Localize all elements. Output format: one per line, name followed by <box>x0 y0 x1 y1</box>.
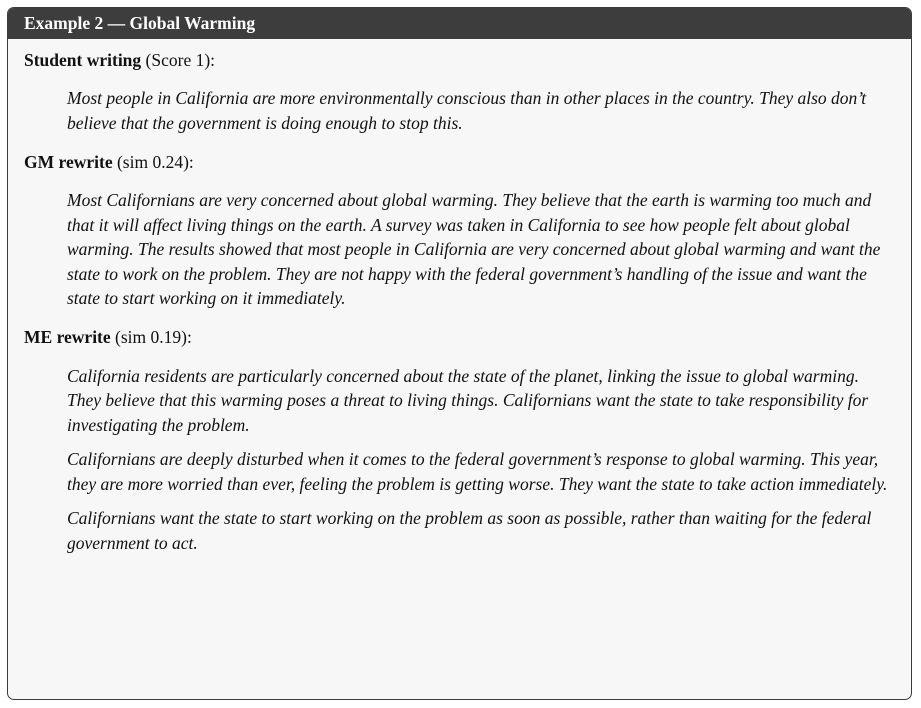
example-box <box>7 7 912 700</box>
me-rewrite-paragraph-2: Californians are deeply disturbed when it comes to the federal government’s response to global warming. This year, they are more worried than ever, feeling the problem is getting worse. They want the state to take action immediately. <box>67 449 888 494</box>
student-writing-score: (Score 1): <box>141 50 216 70</box>
gm-rewrite-sim: (sim 0.24): <box>112 152 194 172</box>
example-title: Example 2 — Global Warming <box>24 13 256 33</box>
me-rewrite-heading <box>24 326 895 348</box>
gm-rewrite-label: GM rewrite <box>24 152 113 172</box>
student-writing-label: Student writing <box>24 50 142 70</box>
me-rewrite-sim: (sim 0.19): <box>110 326 192 347</box>
gm-rewrite-text: Most Californians are very concerned about global warming. They believe that the earth is warming too much and that it will affect living things on the earth. A survey was taken in California to see how people felt about global warming. The results showed that most people in California are very concerned about global warming and want the state to work on the problem. They are not happy with the federal government’s handling of the issue and want the state to start working on it immediately. <box>67 190 881 308</box>
me-rewrite-paragraph-1: California residents are particularly concerned about the state of the planet, linking the issue to global warming. They believe that this warming poses a threat to living things. Californians want the state to take responsibility for investigating the problem. <box>67 365 869 435</box>
me-rewrite-label: ME rewrite <box>24 326 111 347</box>
student-writing-heading <box>24 49 895 71</box>
student-writing-text: Most people in California are more environmentally conscious than in other places in the country. They also don’t believe that the government is doing enough to stop this. <box>67 88 867 133</box>
example-content <box>8 39 911 555</box>
me-rewrite-paragraph-3: Californians want the state to start working on the problem as soon as possible, rather than waiting for the federal government to act. <box>67 508 872 553</box>
gm-rewrite-heading <box>24 151 895 173</box>
example-header <box>8 8 911 39</box>
